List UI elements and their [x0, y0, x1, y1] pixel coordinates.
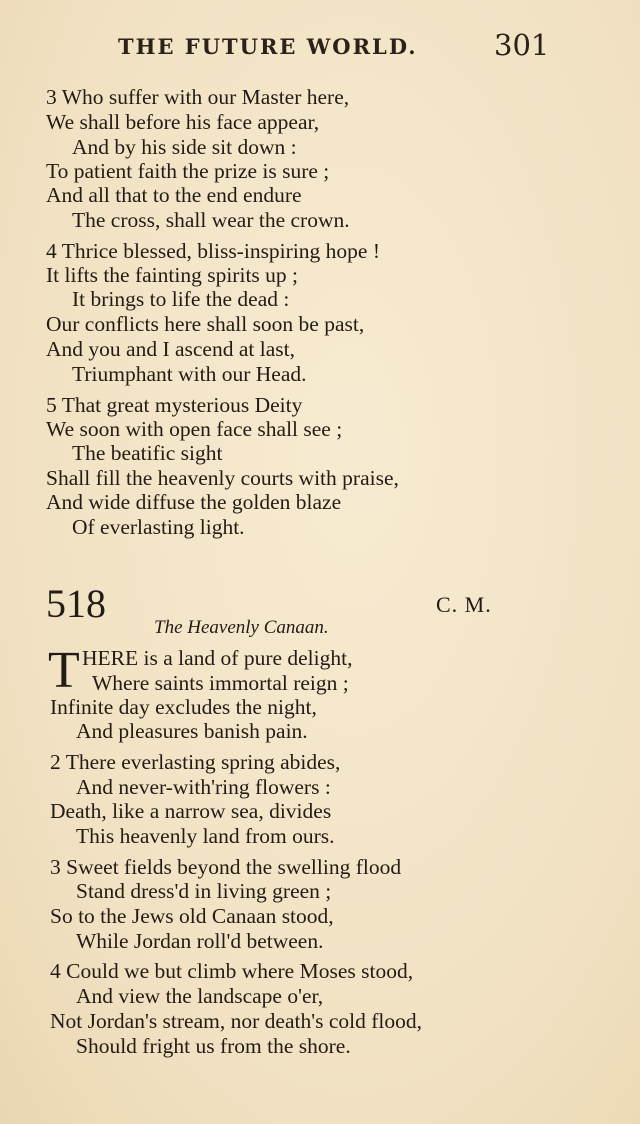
- stanza-line: The beatific sight: [72, 441, 223, 465]
- stanza-line: And by his side sit down :: [72, 135, 297, 159]
- stanza-line: Not Jordan's stream, nor death's cold flood,: [50, 1009, 422, 1033]
- stanza-line: So to the Jews old Canaan stood,: [50, 904, 334, 928]
- stanza-line: And you and I ascend at last,: [46, 337, 295, 361]
- stanza-line: Shall fill the heavenly courts with praise,: [46, 466, 399, 490]
- stanza-line: To patient faith the prize is sure ;: [46, 159, 330, 183]
- stanza-line: Where saints immortal reign ;: [92, 671, 349, 695]
- stanza-line: Infinite day excludes the night,: [50, 695, 317, 719]
- stanza-line: Stand dress'd in living green ;: [76, 879, 332, 903]
- stanza-line: 5 That great mysterious Deity: [46, 393, 303, 417]
- stanza-line: Should fright us from the shore.: [76, 1034, 351, 1058]
- stanza-line: 3 Who suffer with our Master here,: [46, 85, 350, 109]
- stanza-line: We shall before his face appear,: [46, 110, 320, 134]
- stanza-line: We soon with open face shall see ;: [46, 417, 343, 441]
- drop-cap: T: [48, 642, 80, 699]
- stanza-line: Death, like a narrow sea, divides: [50, 799, 332, 823]
- stanza-line: It lifts the fainting spirits up ;: [46, 263, 299, 287]
- stanza-line: While Jordan roll'd between.: [76, 929, 324, 953]
- stanza-line: And view the landscape o'er,: [76, 984, 324, 1008]
- hymn-title: The Heavenly Canaan.: [154, 617, 329, 638]
- stanza-line: 2 There everlasting spring abides,: [50, 750, 341, 774]
- stanza-line: And all that to the end endure: [46, 183, 302, 207]
- stanza-line: Of everlasting light.: [72, 515, 245, 539]
- hymn-number: 518: [46, 581, 106, 626]
- stanza-line: And pleasures banish pain.: [76, 719, 308, 743]
- stanza-line: 3 Sweet fields beyond the swelling flood: [50, 855, 402, 879]
- stanza-line: 4 Could we but climb where Moses stood,: [50, 959, 414, 983]
- stanza-line: 4 Thrice blessed, bliss-inspiring hope !: [46, 239, 380, 263]
- hymn-meter: C. M.: [436, 592, 492, 617]
- stanza-line: Triumphant with our Head.: [72, 362, 307, 386]
- stanza-line: And never-with'ring flowers :: [76, 775, 331, 799]
- stanza-line: And wide diffuse the golden blaze: [46, 490, 342, 514]
- page-number: 301: [494, 28, 550, 62]
- stanza-line: HERE is a land of pure delight,: [82, 646, 353, 670]
- stanza-line: The cross, shall wear the crown.: [72, 208, 350, 232]
- stanza-line: This heavenly land from ours.: [76, 824, 335, 848]
- page-header: [0, 28, 640, 68]
- running-title: THE FUTURE WORLD.: [118, 34, 418, 59]
- stanza-line: It brings to life the dead :: [72, 287, 290, 311]
- stanza-line: Our conflicts here shall soon be past,: [46, 312, 365, 336]
